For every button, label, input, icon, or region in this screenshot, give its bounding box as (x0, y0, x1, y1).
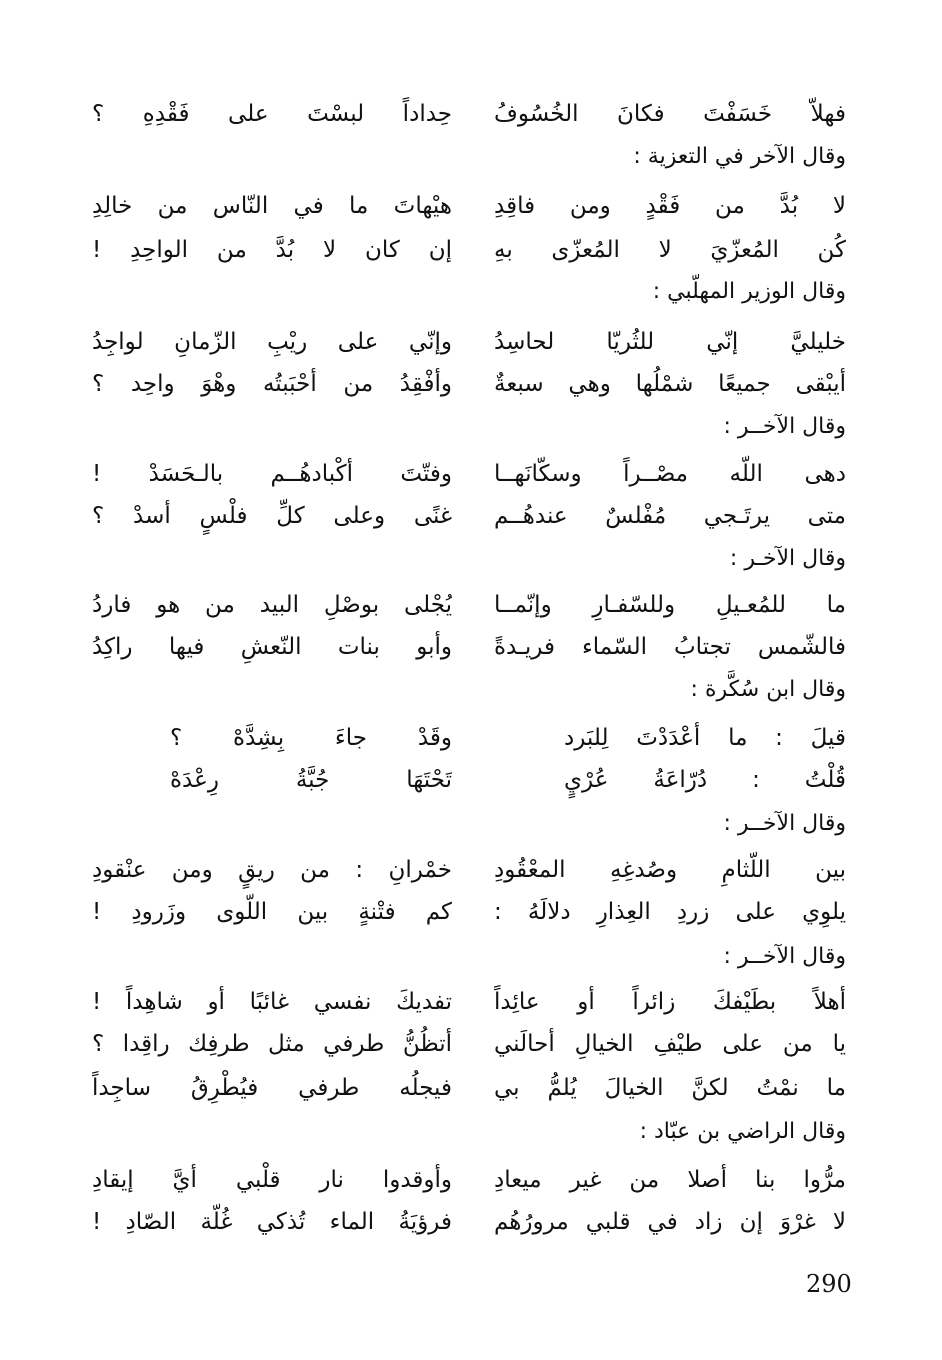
verse-first-hemistich: فهلاّ خَسَفْتَ فكانَ الخُسُوفُ (494, 101, 846, 127)
verse-second-hemistich: وإنّي على ريْبِ الزّمانِ لواجِدُ (92, 329, 452, 355)
section-heading: وقال الآخــر : (723, 944, 846, 969)
verse-second-hemistich: هيْهاتَ ما في النّاس من خالِدِ (92, 193, 452, 219)
section-heading: وقال الراضي بن عبّاد : (639, 1119, 846, 1144)
verse-first-hemistich: قُلْتُ : دُرّاعَةُ عُرْيٍ (564, 767, 846, 793)
verse-second-hemistich: فرؤيَةُ الماء تُذكي غُلّة الصّادِ ! (92, 1209, 452, 1235)
verse-second-hemistich: خمْرانِ : من ريقٍ ومن عنْقودِ (92, 857, 452, 883)
section-heading: وقال الآخـر : (729, 546, 846, 571)
verse-second-hemistich: تفديكَ نفسي غائبًا أو شاهِداً ! (92, 989, 452, 1015)
verse-first-hemistich: مرُّوا بنا أصلا من غير ميعادِ (494, 1167, 846, 1193)
verse-first-hemistich: ما للمُعـيلِ وللسّفـارِ وإنّمــا (494, 592, 846, 618)
verse-second-hemistich: أتظُنُّ طرفي مثل طرفِك راقِدا ؟ (92, 1031, 452, 1057)
verse-first-hemistich: أيبْقى جميعًا شمْلُها وهي سبعةٌ (494, 371, 846, 397)
page-number: 290 (806, 1270, 852, 1298)
verse-second-hemistich: حِداداً لبسْتَ على فَقْدِهِ ؟ (92, 101, 452, 127)
verse-first-hemistich: أهلاً بطَيْفكَ زائراً أو عائِداً (494, 989, 846, 1015)
section-heading: وقال الآخــر : (723, 414, 846, 439)
verse-first-hemistich: يلوِي على زردِ العِذارِ دلالَهُ : (494, 899, 846, 925)
verse-first-hemistich: يا من على طيْفِ الخيالِ أحالَني (494, 1031, 846, 1057)
verse-first-hemistich: لا غرْوَ إن زاد في قلبي مرورُهُم (494, 1209, 846, 1235)
section-heading: وقال الآخــر : (723, 811, 846, 836)
verse-first-hemistich: خليليَّ إنّي للثُريّا لحاسِدُ (494, 329, 846, 355)
verse-second-hemistich: وأوقدوا نار قلْبي أيَّ إيقادِ (92, 1167, 452, 1193)
section-heading: وقال الآخر في التعزية : (633, 144, 846, 169)
verse-second-hemistich: كم فتْنةٍ بين اللّوى وزَرودِ ! (92, 899, 452, 925)
verse-first-hemistich: ما نمْتُ لكنَّ الخيالَ يُلمُّ بي (494, 1075, 846, 1101)
section-heading: وقال ابن سُكَّرة : (690, 677, 846, 702)
verse-second-hemistich: تَحْتَهَا جُبَّةُ رِعْدَهْ (170, 767, 452, 793)
verse-second-hemistich: فيجلُه طرفي فيُطْرِقُ ساجِداً (92, 1075, 452, 1101)
verse-first-hemistich: متى يرتَـجي مُفْلسٌ عندهُــم (494, 503, 846, 529)
verse-second-hemistich: وقَدْ جاءَ بِشِدَّهْ ؟ (170, 725, 452, 751)
verse-first-hemistich: لا بُدَّ من فَقْدٍ ومن فاقِدِ (494, 193, 846, 219)
verse-first-hemistich: بين اللّثامِ وصُدغِهِ المعْقُودِ (494, 857, 846, 883)
verse-first-hemistich: كُن المُعزّيَ لا المُعزّى بهِ (494, 237, 846, 263)
section-heading: وقال الوزير المهلّبي : (652, 279, 846, 304)
verse-second-hemistich: يُجْلى بوصْلِ البيد من هو فاردُ (92, 592, 452, 618)
verse-second-hemistich: غنًى وعلى كلِّ فلْسٍ أسدْ ؟ (92, 503, 452, 529)
verse-second-hemistich: وأبو بنات النّعشِ فيها راكِدُ (92, 634, 452, 660)
verse-first-hemistich: قيلَ : ما أعْدَدْتَ لِلبَرد (564, 725, 846, 751)
verse-first-hemistich: فالشّمس تجتابُ السّماء فريـدةً (494, 634, 846, 660)
verse-second-hemistich: إن كان لا بُدَّ من الواحِدِ ! (92, 237, 452, 263)
verse-first-hemistich: دهى اللّه مصْــراً وسكّانَهــا (494, 461, 846, 487)
verse-second-hemistich: وأفْقِدُ من أحْبَبتُه وهْوَ واحِد ؟ (92, 371, 452, 397)
verse-second-hemistich: وفتّتَ أكْبادهُــم بالـحَسَدْ ! (92, 461, 452, 487)
